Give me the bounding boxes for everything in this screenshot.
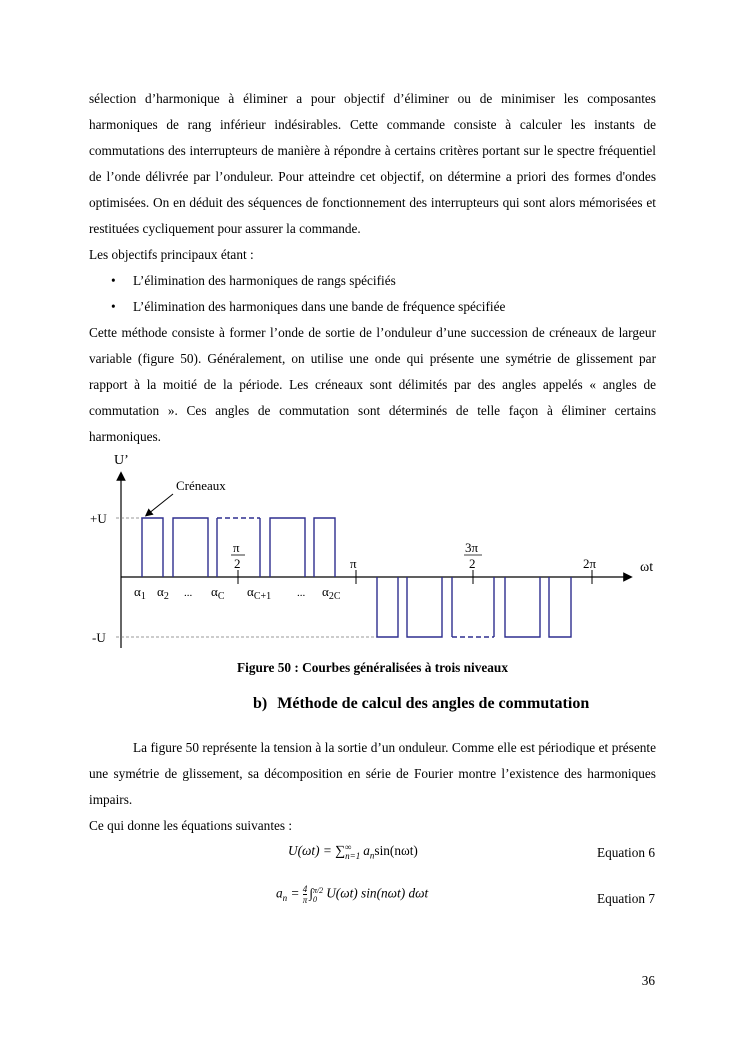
equation-6-label: Equation 6 <box>597 845 655 860</box>
equation-7: $a_n$ = $\frac{4}{\pi}$ ∫ π/2 0 U(ωt) sin(nωt) dωt <box>276 884 429 905</box>
negative-pulse-2 <box>407 577 442 637</box>
waveform-figure <box>80 448 680 658</box>
bullet-icon: • <box>111 299 116 314</box>
dots-1: ... <box>184 587 193 599</box>
equation-7-label: Equation 7 <box>597 891 655 906</box>
positive-pulse-5 <box>314 518 335 577</box>
tick-label-pi: π <box>350 556 357 571</box>
section-title: Méthode de calcul des angles de commutation <box>277 695 590 712</box>
tick-label-pi-half-num: π <box>233 540 240 555</box>
tick-label-three-pi-half-den: 2 <box>469 556 476 571</box>
fourier-paragraph: La figure 50 représente la tension à la sortie d’un onduleur. Comme elle est périodique et présente une symétrie de glissement, sa décomposition en série de Fourier montre l’existence des harmoniques impairs. <box>89 740 656 807</box>
negative-pulse-4 <box>505 577 540 637</box>
tick-label-pi-half-den: 2 <box>234 556 241 571</box>
intro-block <box>89 86 656 450</box>
alpha-2c-label: $\alpha_{2C}$ <box>322 584 341 602</box>
plus-u-label: +U <box>90 511 107 526</box>
alpha-c1-label: $\alpha_{C+1}$ <box>247 584 272 602</box>
negative-pulse-1 <box>377 577 398 637</box>
alpha-1-label: $\alpha_1$ <box>134 584 146 602</box>
method-paragraph: Cette méthode consiste à former l’onde de sortie de l’onduleur d’une succession de créneaux de largeur variable (figure 50). Généralement, on utilise une onde qui présente une symétrie de glissement par rapport à la moitié de la période. Les créneaux sont délimités par des angles appelés « angles de commutation ». Ces angles de commutation sont déterminés de telle façon à éliminer certains harmoniques. <box>89 325 656 444</box>
minus-u-label: -U <box>92 630 106 645</box>
section-heading <box>253 695 589 713</box>
x-axis-label: ωt <box>640 560 654 575</box>
positive-pulse-2 <box>173 518 208 577</box>
dots-2: ... <box>297 587 306 599</box>
tick-label-three-pi-half-num: 3π <box>465 540 479 555</box>
figure-caption: Figure 50 : Courbes généralisées à trois niveaux <box>237 660 508 675</box>
fourier-block <box>89 735 656 839</box>
objectives-lead: Les objectifs principaux étant : <box>89 247 254 262</box>
equation-6: U(ωt) = ∑ ∞ n=1 $a_n\sin(n\omega t)$ <box>288 842 418 861</box>
tick-label-two-pi: 2π <box>583 556 597 571</box>
positive-pulse-4 <box>270 518 305 577</box>
alpha-2-label: $\alpha_2$ <box>157 584 169 602</box>
page-number: 36 <box>641 973 655 988</box>
section-number: b) <box>253 695 268 712</box>
negative-pulse-5 <box>549 577 571 637</box>
annotation-label: Créneaux <box>176 478 226 493</box>
annotation-arrow <box>148 494 173 514</box>
equations-lead: Ce qui donne les équations suivantes : <box>89 818 293 833</box>
list-item: • L’élimination des harmoniques dans une bande de fréquence spécifiée <box>89 294 656 320</box>
list-item: • L’élimination des harmoniques de rangs spécifiés <box>89 268 656 294</box>
intro-paragraph: sélection d’harmonique à éliminer a pour objectif d’éliminer ou de minimiser les composantes harmoniques de rang inférieur indésirables. Cette commande consiste à calculer les instants de commutations des interrupteurs de manière à répondre à certains critères portant sur le spectre fréquentiel de l’onde délivrée par l’onduleur. Pour atteindre cet objectif, on détermine a priori des formes d'ondes optimisées. On en déduit des séquences de fonctionnement des interrupteurs qui sont alors mémorisées et restituées cycliquement pour assurer la commande. <box>89 91 656 236</box>
alpha-c-label: $\alpha_C$ <box>211 584 225 602</box>
positive-pulse-1 <box>142 518 163 577</box>
objectives-list <box>89 268 656 320</box>
bullet-icon: • <box>111 273 116 288</box>
y-axis-label: U’ <box>114 453 129 468</box>
